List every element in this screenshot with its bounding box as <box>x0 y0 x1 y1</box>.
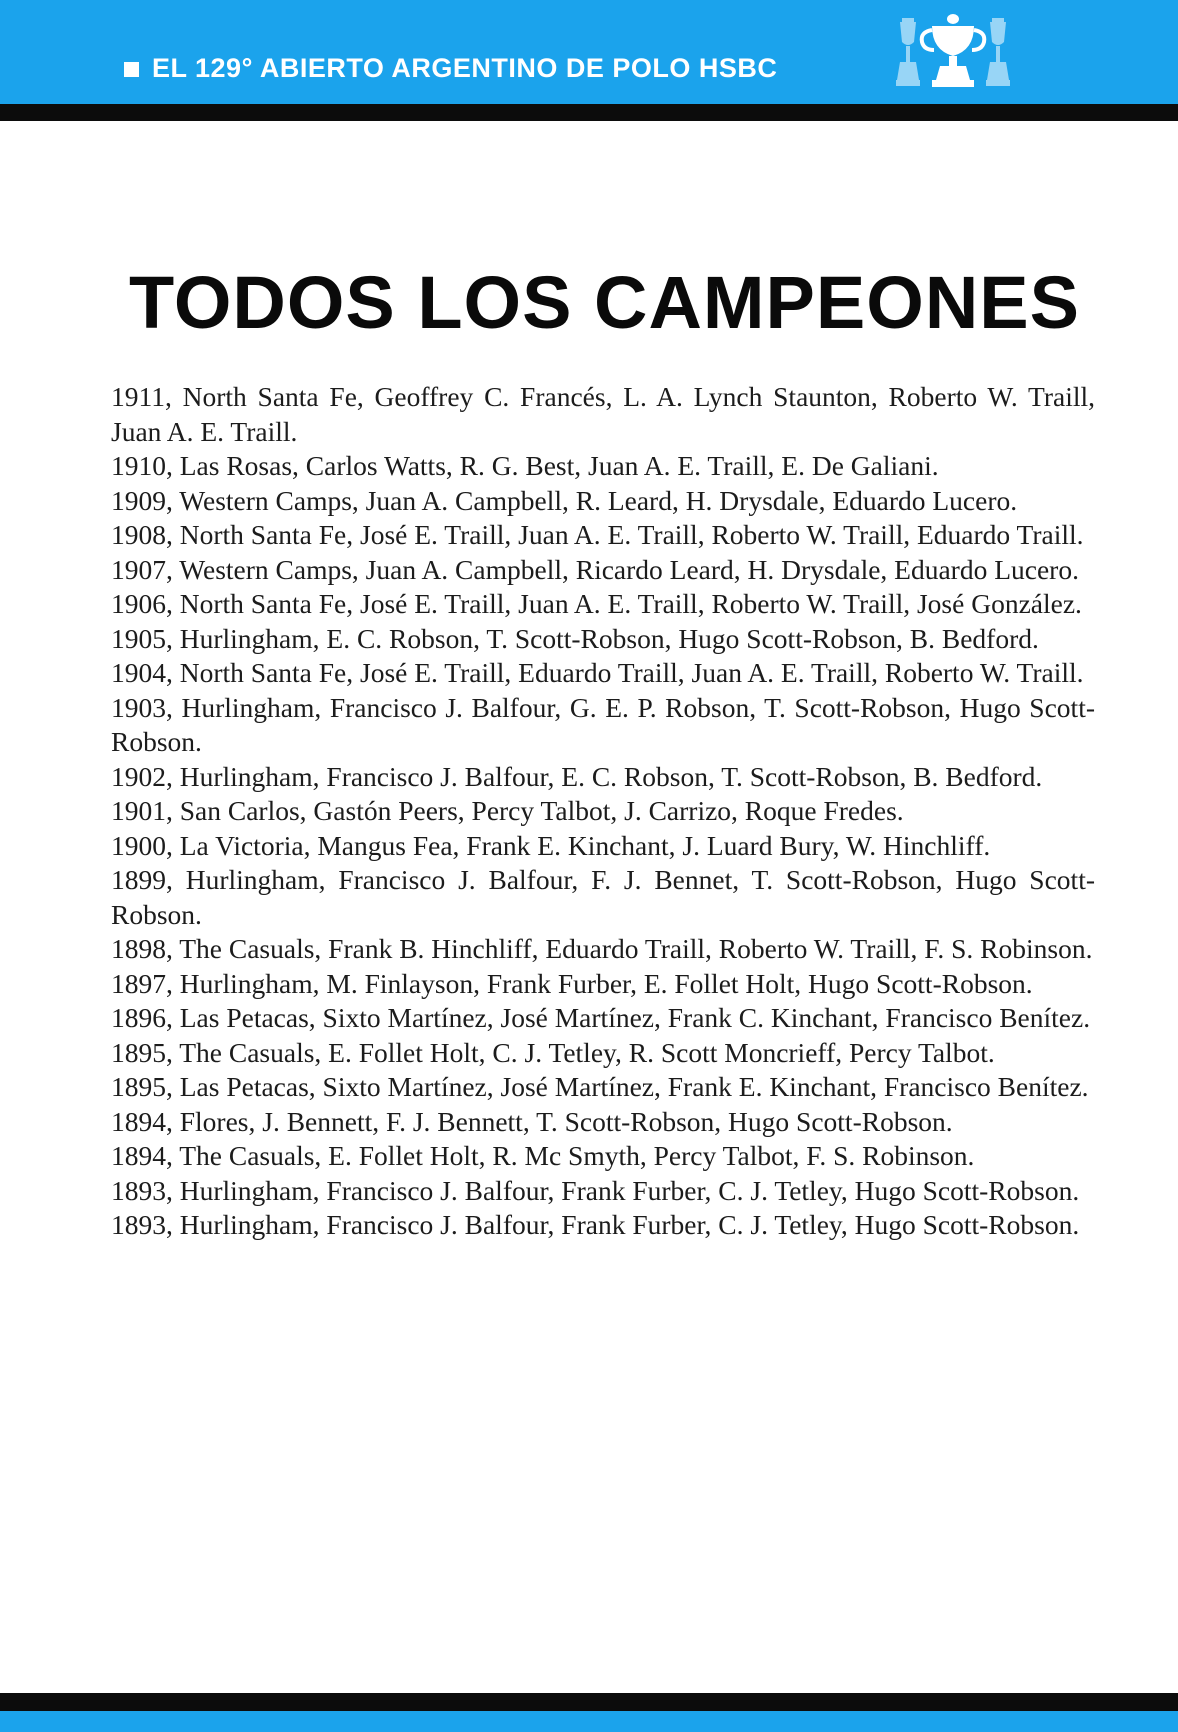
champion-entry: 1906, North Santa Fe, José E. Traill, Juan A. E. Traill, Roberto W. Traill, José González. <box>111 588 1082 619</box>
trophies-icon <box>888 12 1018 90</box>
footer-band <box>0 1711 1178 1732</box>
champion-entry: 1911, North Santa Fe, Geoffrey C. Francés, L. A. Lynch Staunton, Roberto W. Traill, Juan A. E. Traill. <box>111 381 1095 447</box>
champion-entry: 1904, North Santa Fe, José E. Traill, Eduardo Traill, Juan A. E. Traill, Roberto W. Traill. <box>111 657 1084 688</box>
header-bullet <box>124 62 139 77</box>
champion-entry: 1905, Hurlingham, E. C. Robson, T. Scott-Robson, Hugo Scott-Robson, B. Bedford. <box>111 622 1039 654</box>
champion-entry: 1898, The Casuals, Frank B. Hinchliff, Eduardo Traill, Roberto W. Traill, F. S. Robinson. <box>111 933 1093 964</box>
champion-entry: 1897, Hurlingham, M. Finlayson, Frank Furber, E. Follet Holt, Hugo Scott-Robson. <box>111 967 1033 999</box>
footer-divider <box>0 1693 1178 1711</box>
champion-entry: 1900, La Victoria, Mangus Fea, Frank E. Kinchant, J. Luard Bury, W. Hinchliff. <box>111 829 991 861</box>
header-divider <box>0 104 1178 121</box>
champion-entry: 1896, Las Petacas, Sixto Martínez, José Martínez, Frank C. Kinchant, Francisco Benítez. <box>111 1002 1091 1033</box>
champion-entry: 1894, Flores, J. Bennett, F. J. Bennett, T. Scott-Robson, Hugo Scott-Robson. <box>111 1105 953 1137</box>
champion-entry: 1908, North Santa Fe, José E. Traill, Juan A. E. Traill, Roberto W. Traill, Eduardo Traill. <box>111 519 1084 550</box>
champion-entry: 1894, The Casuals, E. Follet Holt, R. Mc Smyth, Percy Talbot, F. S. Robinson. <box>111 1140 975 1171</box>
champion-entry: 1903, Hurlingham, Francisco J. Balfour, G. E. P. Robson, T. Scott-Robson, Hugo Scott- Robson. <box>111 691 1095 757</box>
champion-entry: 1901, San Carlos, Gastón Peers, Percy Talbot, J. Carrizo, Roque Fredes. <box>111 795 904 826</box>
champion-entry: 1893, Hurlingham, Francisco J. Balfour, Frank Furber, C. J. Tetley, Hugo Scott-Robson. <box>111 1209 1080 1240</box>
champion-entry: 1895, Las Petacas, Sixto Martínez, José Martínez, Frank E. Kinchant, Francisco Benítez. <box>111 1071 1089 1102</box>
champions-list <box>111 380 1095 1243</box>
champion-entry: 1893, Hurlingham, Francisco J. Balfour, Frank Furber, C. J. Tetley, Hugo Scott-Robson. <box>111 1174 1080 1206</box>
champion-entry: 1910, Las Rosas, Carlos Watts, R. G. Best, Juan A. E. Traill, E. De Galiani. <box>111 450 939 481</box>
champion-entry: 1907, Western Camps, Juan A. Campbell, Ricardo Leard, H. Drysdale, Eduardo Lucero. <box>111 553 1079 585</box>
header-title: EL 129° ABIERTO ARGENTINO DE POLO HSBC <box>152 53 778 83</box>
champion-entry: 1909, Western Camps, Juan A. Campbell, R. Leard, H. Drysdale, Eduardo Lucero. <box>111 484 1018 516</box>
champion-entry: 1899, Hurlingham, Francisco J. Balfour, F. J. Bennet, T. Scott-Robson, Hugo Scott-Robson. <box>111 864 1095 930</box>
champion-entry: 1902, Hurlingham, Francisco J. Balfour, E. C. Robson, T. Scott-Robson, B. Bedford. <box>111 760 1043 792</box>
champion-entry: 1895, The Casuals, E. Follet Holt, C. J. Tetley, R. Scott Moncrieff, Percy Talbot. <box>111 1036 995 1068</box>
page-title: TODOS LOS CAMPEONES <box>129 261 1080 344</box>
